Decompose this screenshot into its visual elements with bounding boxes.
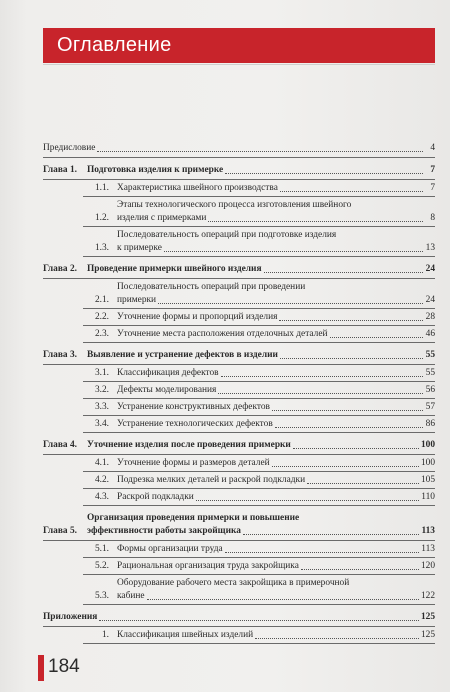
section-title-line1: Этапы технологического процесса изготовления швейного [117,200,352,210]
leader-dots [307,483,419,484]
leader-dots [225,173,423,174]
section-title-line [117,543,435,556]
section-title-line [117,384,435,397]
appendix-page: 125 [420,630,435,640]
section-number: 5.3. [94,591,109,601]
chapter-number: Глава 2. [43,264,77,274]
section-page: 24 [425,295,435,305]
section-item [83,309,435,326]
leader-dots [272,466,419,467]
leader-dots [301,569,419,570]
section-title-line [117,401,435,414]
section-title: примерки [117,295,157,305]
appendix-page: 125 [420,612,435,622]
section-title-line [117,418,435,431]
section-text [117,311,435,324]
appendix-title: Приложения [43,612,98,622]
section-text [117,418,435,431]
preface-entry [43,142,435,158]
header-divider [43,64,435,65]
section-page: 55 [425,368,435,378]
leader-dots [196,500,420,501]
table-of-contents [43,142,435,644]
preface-title: Предисловие [43,143,96,153]
chapter-number: Глава 5. [43,526,77,536]
section-page: 8 [430,213,435,223]
leader-dots [208,221,423,222]
chapter-title: эффективности работы закройщика [87,526,241,536]
chapter-title-wrap [87,164,435,177]
section-title: Классификация дефектов [117,368,219,378]
section-title: Раскрой подкладки [117,492,194,502]
section-item [83,365,435,382]
section-number: 3.1. [94,368,109,378]
section-number: 1.3. [94,243,109,253]
section-page: 28 [425,312,435,322]
section-title: Дефекты моделирования [117,385,217,395]
section-title-line [117,328,435,341]
chapter-title-wrap [87,263,435,276]
section-number: 4.3. [94,492,109,502]
section-page: 122 [420,591,435,601]
section-title-line [117,560,435,573]
section-page: 100 [420,458,435,468]
page-title: Оглавление [57,34,172,56]
chapter-title-wrap [87,512,435,538]
chapter-page: 7 [430,165,435,175]
section-number: 2.2. [94,312,109,322]
section-item [83,279,435,309]
leader-dots [280,191,423,192]
leader-dots [99,620,419,621]
section-title-line1: Оборудование рабочего места закройщика в примерочной [117,578,350,588]
section-title-line [117,212,435,225]
section-title-line1: Последовательность операций при проведении [117,282,306,292]
section-number: 2.1. [94,295,109,305]
section-item [83,416,435,433]
section-item [83,558,435,575]
folio-accent-bar [38,655,44,681]
section-number: 2.3. [94,329,109,339]
section-page: 46 [425,329,435,339]
section-title: к примерке [117,243,162,253]
section-number: 4.2. [94,475,109,485]
appendix-title-line [117,629,435,642]
section-title-line [117,182,435,195]
preface-page: 4 [430,143,435,153]
chapter-entry [43,263,435,279]
leader-dots [280,358,423,359]
chapter-entry [43,512,435,541]
leader-dots [147,599,419,600]
section-title: Формы организации труда [117,544,223,554]
section-page: 110 [421,492,435,502]
section-text [117,543,435,556]
section-page: 56 [425,385,435,395]
chapter-page: 24 [425,264,435,274]
section-text [117,229,435,255]
section-page: 13 [425,243,435,253]
section-page: 120 [420,561,435,571]
appendix-title: Классификация швейных изделий [117,630,254,640]
leader-dots [330,337,423,338]
section-title: Уточнение формы и пропорций изделия [117,312,278,322]
appendix-entry [43,611,435,627]
section-text [117,367,435,380]
leader-dots [255,638,419,639]
leader-dots [158,303,423,304]
chapter-title-wrap [87,349,435,362]
section-title: изделия с примерками [117,213,207,223]
section-text [117,384,435,397]
leader-dots [272,410,423,411]
appendix-text [117,629,435,642]
section-title-line [117,294,435,307]
section-item [83,472,435,489]
leader-dots [221,376,423,377]
section-title: Уточнение формы и размеров деталей [117,458,270,468]
leader-dots [275,427,423,428]
leader-dots [164,251,423,252]
chapter-title-line1: Организация проведения примерки и повышение [87,513,300,523]
section-item [83,197,435,227]
section-text [117,328,435,341]
section-title-line [117,311,435,324]
section-title-line [117,590,435,603]
section-title: Подрезка мелких деталей и раскрой подкладки [117,475,306,485]
section-title: Характеристика швейного производства [117,183,278,193]
section-title-line [117,242,435,255]
chapter-page: 100 [420,440,435,450]
section-title-line [117,457,435,470]
appendix-number: 1. [101,630,109,640]
chapter-entry [43,164,435,180]
section-page: 7 [430,183,435,193]
chapter-title: Уточнение изделия после проведения примерки [87,440,291,450]
chapter-page: 113 [421,526,435,536]
appendix-item [83,627,435,644]
leader-dots [279,320,423,321]
section-text [117,199,435,225]
section-text [117,474,435,487]
chapter-number: Глава 1. [43,165,77,175]
section-item [83,489,435,506]
section-text [117,560,435,573]
chapter-entry [43,439,435,455]
chapter-title: Подготовка изделия к примерке [87,165,224,175]
section-text [117,401,435,414]
leader-dots [243,534,420,535]
section-title-line [117,491,435,504]
section-number: 4.1. [94,458,109,468]
leader-dots [97,151,423,152]
section-page: 105 [420,475,435,485]
section-text [117,281,435,307]
section-number: 1.1. [94,183,109,193]
section-title: Уточнение места расположения отделочных деталей [117,329,328,339]
section-item [83,541,435,558]
chapter-number: Глава 4. [43,440,77,450]
leader-dots [225,552,420,553]
appendix-title-wrap [43,611,435,624]
section-item [83,455,435,472]
section-item [83,399,435,416]
section-page: 86 [425,419,435,429]
section-number: 5.2. [94,561,109,571]
section-number: 3.3. [94,402,109,412]
leader-dots [293,448,419,449]
section-item [83,227,435,257]
section-item [83,382,435,399]
section-text [117,577,435,603]
section-item [83,180,435,197]
section-page: 57 [425,402,435,412]
chapter-number: Глава 3. [43,350,77,360]
section-number: 3.2. [94,385,109,395]
section-title-line1: Последовательность операций при подготовке изделия [117,230,337,240]
section-text [117,457,435,470]
section-title-line [117,474,435,487]
section-title-line [117,367,435,380]
section-title: кабине [117,591,145,601]
section-title: Рациональная организация труда закройщика [117,561,299,571]
section-title: Устранение конструктивных дефектов [117,402,270,412]
section-item [83,575,435,605]
chapter-title-line [87,525,435,538]
page-number: 184 [48,656,80,677]
toc-header [43,28,435,63]
chapter-title: Проведение примерки швейного изделия [87,264,262,274]
section-page: 113 [421,544,435,554]
chapter-title-wrap [87,439,435,452]
chapter-entry [43,349,435,365]
leader-dots [264,272,423,273]
section-title: Устранение технологических дефектов [117,419,273,429]
chapter-page: 55 [425,350,435,360]
section-text [117,182,435,195]
section-number: 1.2. [94,213,109,223]
section-number: 5.1. [94,544,109,554]
section-text [117,491,435,504]
section-item [83,326,435,343]
leader-dots [218,393,423,394]
section-number: 3.4. [94,419,109,429]
chapter-title: Выявление и устранение дефектов в изделии [87,350,278,360]
